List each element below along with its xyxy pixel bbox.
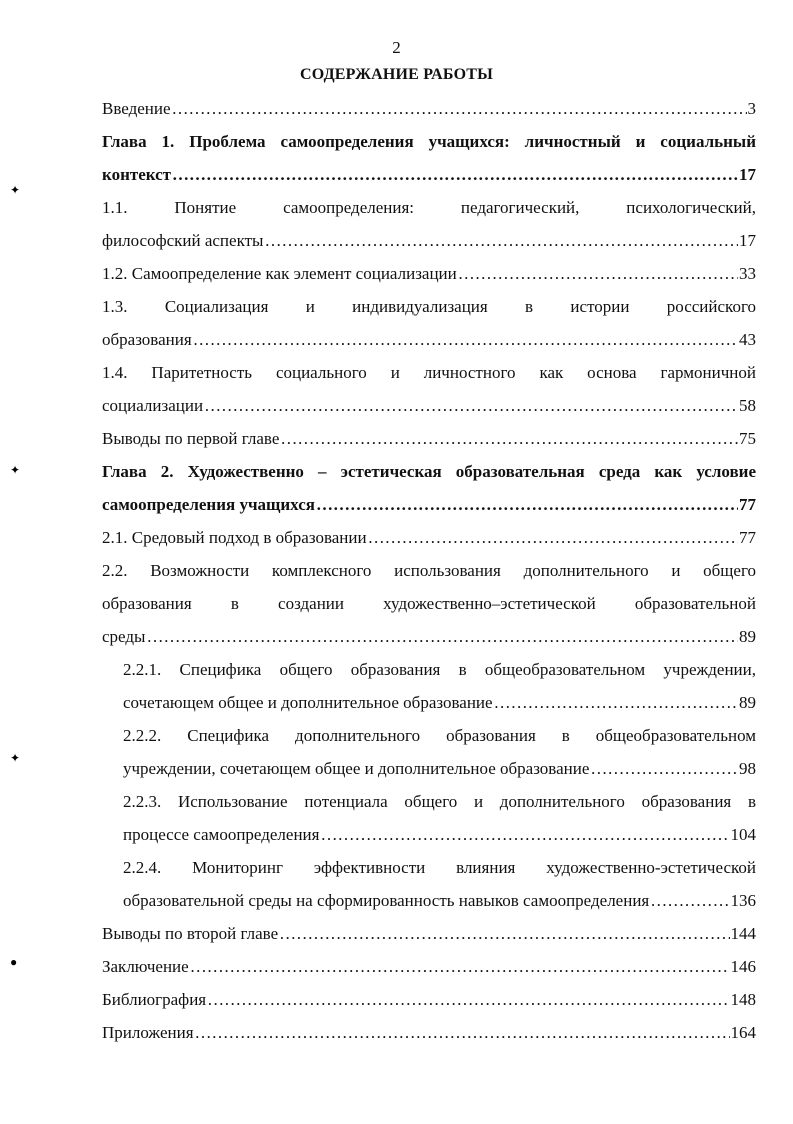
toc-entry-text: 2.2. Возможности комплексного использования дополнительного и общего xyxy=(102,561,756,580)
toc-page-number: 77 xyxy=(739,528,756,547)
toc-entry[interactable] xyxy=(123,785,756,851)
toc-page-number: 17 xyxy=(739,231,756,250)
toc-entry-text: Глава 2. Художественно – эстетическая образовательная среда как условие xyxy=(102,462,756,481)
dot-leader xyxy=(368,521,738,554)
toc-entry-text: образования в создании художественно–эстетической образовательной xyxy=(102,594,756,613)
toc-entry-text: 2.2.1. Специфика общего образования в общеобразовательном учреждении, xyxy=(123,660,756,679)
toc-entry[interactable] xyxy=(102,950,756,983)
toc-entry-text: 1.4. Паритетность социального и личностного как основа гармоничной xyxy=(102,363,756,382)
page-title: СОДЕРЖАНИЕ РАБОТЫ xyxy=(299,66,493,83)
toc-page-number: 98 xyxy=(739,759,756,778)
toc-entry[interactable] xyxy=(102,125,756,191)
dot-leader xyxy=(193,323,738,356)
toc-entry-text: 1.3. Социализация и индивидуализация в истории российского xyxy=(102,297,756,316)
toc-entry-text: учреждении, сочетающем общее и дополнительное образование xyxy=(123,759,590,778)
toc-entry[interactable] xyxy=(102,290,756,356)
toc-entry[interactable] xyxy=(102,1016,756,1049)
toc-entry-text: самоопределения учащихся xyxy=(102,495,315,514)
toc-entry-text: Приложения xyxy=(102,1023,194,1042)
dot-leader xyxy=(190,950,730,983)
toc-page-number: 33 xyxy=(739,264,756,283)
toc-page-number: 3 xyxy=(747,99,756,118)
toc-entry[interactable] xyxy=(123,653,756,719)
toc-page-number: 164 xyxy=(730,1023,756,1042)
table-of-contents xyxy=(102,92,756,1049)
toc-entry-text: 2.2.4. Мониторинг эффективности влияния художественно-эстетической xyxy=(123,858,756,877)
dot-leader xyxy=(458,257,738,290)
margin-mark: ✦ xyxy=(10,751,21,765)
toc-entry-text: 2.2.3. Использование потенциала общего и дополнительного образования в xyxy=(123,792,756,811)
toc-page-number: 75 xyxy=(739,429,756,448)
toc-page-number: 144 xyxy=(730,924,756,943)
dot-leader xyxy=(204,389,738,422)
toc-entry[interactable] xyxy=(102,356,756,422)
toc-entry[interactable] xyxy=(102,422,756,455)
toc-page-number: 104 xyxy=(730,825,756,844)
dot-leader xyxy=(280,422,738,455)
dot-leader xyxy=(650,884,729,917)
toc-entry-text: сочетающем общее и дополнительное образование xyxy=(123,693,493,712)
margin-mark: ● xyxy=(10,955,18,969)
toc-entry-text: 1.1. Понятие самоопределения: педагогический, психологический, xyxy=(102,198,756,217)
dot-leader xyxy=(146,620,738,653)
toc-entry-text: 2.1. Средовый подход в образовании xyxy=(102,528,367,547)
toc-entry-text: среды xyxy=(102,627,146,646)
toc-entry-text: Введение xyxy=(102,99,171,118)
page-number: 2 xyxy=(392,38,401,57)
toc-entry-text: контекст xyxy=(102,165,172,184)
toc-entry[interactable] xyxy=(123,851,756,917)
toc-page-number: 77 xyxy=(739,495,756,514)
toc-entry[interactable] xyxy=(102,554,756,653)
toc-entry-text: Заключение xyxy=(102,957,189,976)
toc-entry-text: Библиография xyxy=(102,990,207,1009)
toc-page-number: 89 xyxy=(739,693,756,712)
toc-page-number: 43 xyxy=(739,330,756,349)
toc-page-number: 17 xyxy=(739,165,756,184)
toc-entry-text: Глава 1. Проблема самоопределения учащихся: личностный и социальный xyxy=(102,132,756,151)
dot-leader xyxy=(195,1016,730,1049)
toc-page-number: 136 xyxy=(730,891,756,910)
toc-entry-text: философский аспекты xyxy=(102,231,264,250)
dot-leader xyxy=(590,752,738,785)
dot-leader xyxy=(494,686,738,719)
toc-entry[interactable] xyxy=(123,719,756,785)
toc-entry-text: образования xyxy=(102,330,192,349)
dot-leader xyxy=(172,92,747,125)
toc-entry[interactable] xyxy=(102,455,756,521)
toc-entry-text: Выводы по второй главе xyxy=(102,924,279,943)
toc-entry-text: образовательной среды на сформированность навыков самоопределения xyxy=(123,891,650,910)
toc-page-number: 89 xyxy=(739,627,756,646)
dot-leader xyxy=(316,488,738,521)
dot-leader xyxy=(264,224,738,257)
toc-entry[interactable] xyxy=(102,92,756,125)
toc-entry-text: 2.2.2. Специфика дополнительного образования в общеобразовательном xyxy=(123,726,756,745)
toc-entry[interactable] xyxy=(102,257,756,290)
toc-entry-text: Выводы по первой главе xyxy=(102,429,280,448)
toc-entry[interactable] xyxy=(102,983,756,1016)
toc-entry[interactable] xyxy=(102,191,756,257)
dot-leader xyxy=(320,818,729,851)
toc-entry-text: процессе самоопределения xyxy=(123,825,320,844)
dot-leader xyxy=(279,917,729,950)
dot-leader xyxy=(207,983,729,1016)
margin-mark: ✦ xyxy=(10,183,21,197)
toc-page-number: 148 xyxy=(730,990,756,1009)
dot-leader xyxy=(172,158,738,191)
toc-entry-text: социализации xyxy=(102,396,204,415)
toc-page-number: 146 xyxy=(730,957,756,976)
margin-mark: ✦ xyxy=(10,463,21,477)
toc-entry[interactable] xyxy=(102,521,756,554)
toc-page-number: 58 xyxy=(739,396,756,415)
toc-entry-text: 1.2. Самоопределение как элемент социализации xyxy=(102,264,457,283)
toc-entry[interactable] xyxy=(102,917,756,950)
